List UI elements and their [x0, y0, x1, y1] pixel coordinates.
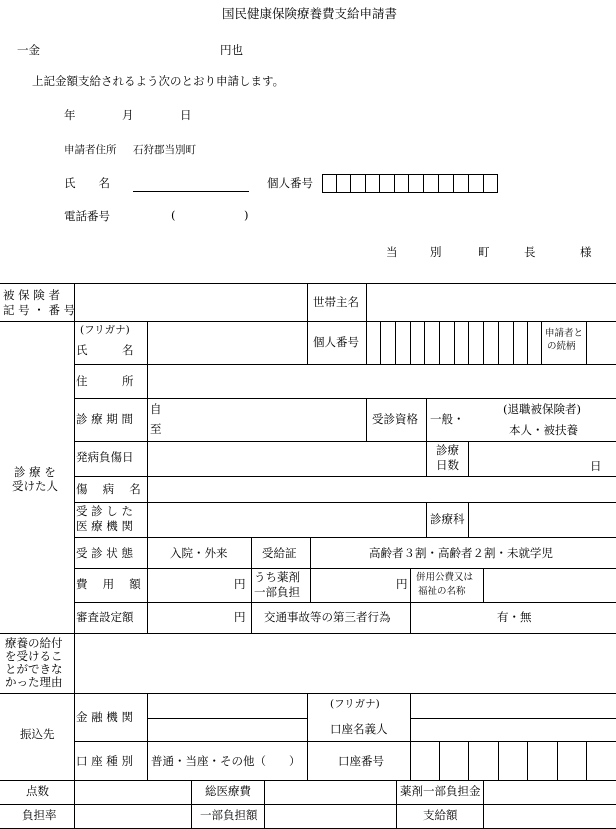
account-holder-furigana: (フリガナ): [330, 698, 380, 710]
cost-yen: 円: [234, 577, 246, 591]
applicant-address-label: 申請者住所: [64, 144, 117, 156]
patient-personal-number-label: 個人番号: [313, 335, 359, 349]
days-label-1: 診療: [436, 443, 459, 457]
date-day: 日: [180, 108, 192, 122]
personal-number-boxes[interactable]: [322, 174, 498, 193]
qualification-label: 受診資格: [372, 412, 418, 426]
reason-label-1: 療養の給付: [5, 636, 63, 650]
public-funding-label-1: 併用公費又は: [416, 572, 474, 583]
account-type-label: 口 座 種 別: [76, 754, 133, 768]
days-unit: 日: [590, 459, 602, 473]
qualification-retired: (退職被保険者): [503, 402, 581, 416]
relation-label-2: の続柄: [547, 341, 576, 352]
copay-label: 一部負担額: [200, 808, 258, 822]
copay-rate-label: 負担率: [22, 808, 57, 822]
patient-group-label-2: 受けた人: [12, 479, 58, 493]
account-type-options: 普通・当座・その他（ ）: [151, 754, 301, 768]
account-holder-label: 口座名義人: [330, 722, 388, 736]
amount-prefix: 一金: [17, 43, 40, 57]
third-party-yes-no: 有・無: [497, 610, 532, 624]
status-label: 受 診 状 態: [76, 546, 133, 560]
addressee-char-5: 様: [580, 245, 592, 259]
phone-paren-open: (: [171, 208, 176, 222]
payment-label: 支給額: [423, 808, 458, 822]
period-label: 診 療 期 間: [76, 412, 133, 426]
department-label: 診療科: [430, 512, 465, 526]
review-label: 審査設定額: [76, 610, 134, 624]
insured-label-2: 記 号 ・ 番 号: [3, 303, 76, 317]
period-from: 自: [150, 402, 162, 416]
account-number-label: 口座番号: [338, 754, 384, 768]
name-label: 氏 名: [64, 176, 110, 190]
reason-label-3: とができな: [5, 662, 63, 676]
phone-paren-close: ): [244, 208, 249, 222]
certificate-options: 高齢者３割・高齢者２割・未就学児: [369, 546, 553, 560]
institution-label-2: 医 療 機 関: [76, 519, 133, 533]
addressee-char-4: 長: [524, 245, 536, 259]
reason-label-4: かった理由: [5, 675, 63, 689]
personal-number-label: 個人番号: [267, 176, 313, 190]
review-yen: 円: [234, 610, 246, 624]
public-funding-label-2: 福祉の名称: [418, 586, 466, 597]
phone-label: 電話番号: [64, 209, 110, 223]
cost-label: 費 用 額: [76, 577, 141, 591]
relation-label-1: 申請者と: [545, 328, 584, 339]
status-options: 入院・外来: [170, 546, 228, 560]
total-medical-label: 総医療費: [205, 784, 251, 798]
amount-suffix: 円也: [220, 43, 243, 57]
days-label-2: 日数: [436, 458, 459, 472]
institution-label-1: 受 診 し た: [76, 504, 133, 518]
disease-label: 傷 病 名: [76, 482, 141, 496]
statement: 上記金額支給されるよう次のとおり申請します。: [32, 74, 285, 88]
drug-copay-label-2: 一部負担: [254, 585, 300, 599]
addressee-char-1: 当: [386, 245, 398, 259]
patient-group-label-1: 診 療 を: [14, 465, 56, 479]
onset-label: 発病負傷日: [76, 450, 134, 464]
transfer-label: 振込先: [20, 727, 55, 741]
date-month: 月: [122, 108, 134, 122]
insured-label-1: 被 保 険 者: [3, 288, 60, 302]
applicant-address-value: 石狩郡当別町: [133, 144, 196, 156]
third-party-label: 交通事故等の第三者行為: [264, 610, 391, 624]
period-to: 至: [150, 422, 162, 436]
drug-copay-yen: 円: [396, 577, 408, 591]
furigana-label: (フリガナ): [80, 324, 130, 336]
addressee-char-2: 別: [430, 245, 442, 259]
head-of-household-label: 世帯主名: [313, 295, 359, 309]
name-underline[interactable]: [133, 191, 249, 192]
addressee-char-3: 町: [478, 245, 490, 259]
reason-label-2: を受けるこ: [5, 649, 63, 663]
qualification-general: 一般・: [430, 412, 465, 426]
date-year: 年: [64, 108, 76, 122]
qualification-retired-options: 本人・被扶養: [509, 423, 578, 437]
bank-label: 金 融 機 関: [76, 710, 133, 724]
address-label: 住 所: [76, 374, 134, 388]
certificate-label: 受給証: [262, 546, 297, 560]
patient-name-label: 氏 名: [76, 343, 134, 357]
form-title: 国民健康保険療養費支給申請書: [222, 6, 398, 21]
drug-copay-amount-label: 薬剤一部負担金: [400, 784, 481, 798]
points-label: 点数: [26, 784, 49, 798]
drug-copay-label-1: うち薬剤: [254, 570, 300, 584]
